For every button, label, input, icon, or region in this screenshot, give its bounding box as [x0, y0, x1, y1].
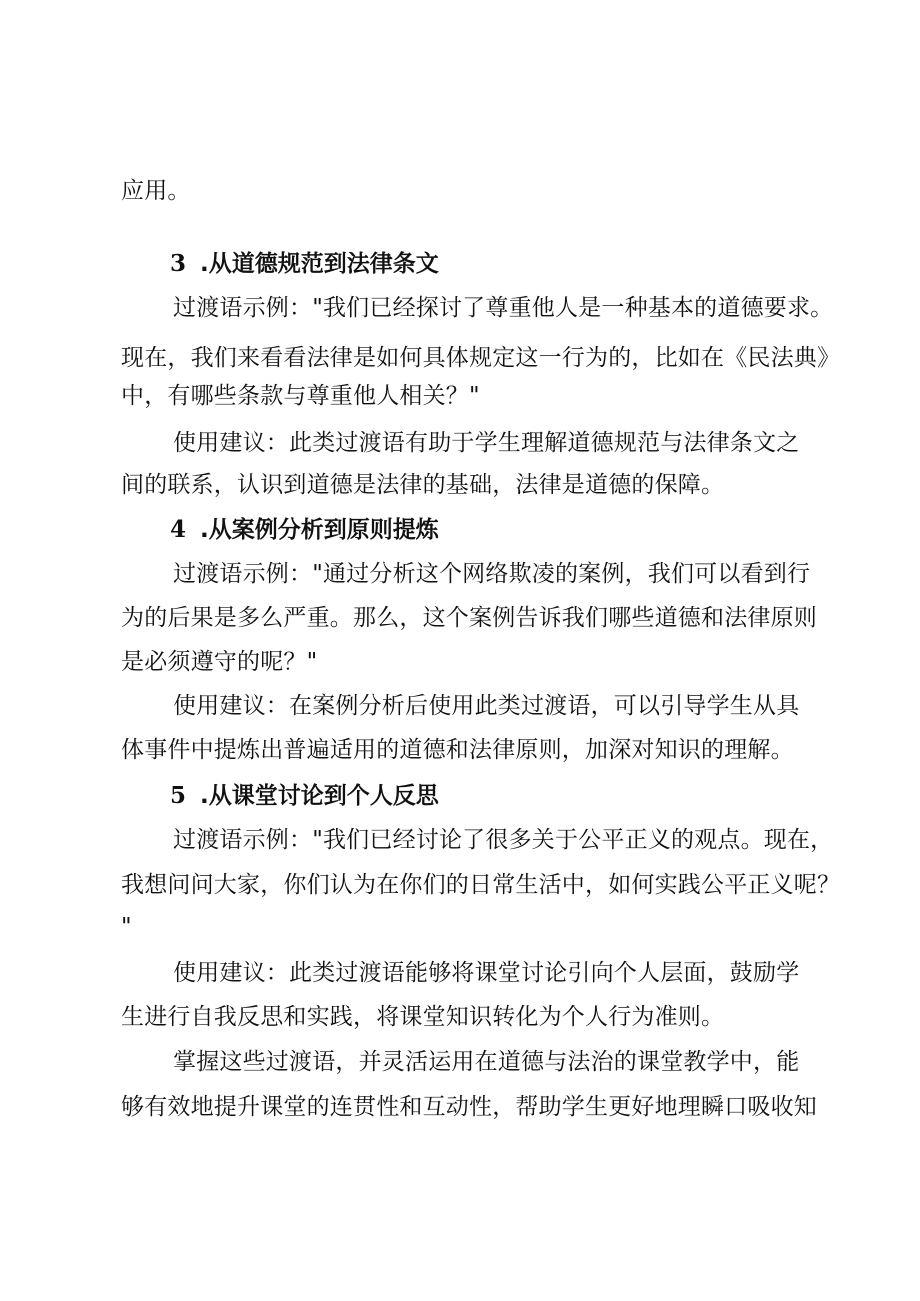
text-line: 够有效地提升课堂的连贯性和互动性，帮助学生更好地理瞬口吸收知: [121, 1094, 817, 1120]
section-title: .从道德规范到法律条文: [200, 251, 439, 277]
text-line: 过渡语示例："我们已经探讨了尊重他人是一种基本的道德要求。: [173, 295, 834, 321]
section-number: 4: [170, 516, 187, 543]
text-line: ": [121, 914, 132, 940]
section-heading: [170, 513, 439, 547]
text-line: 我想问问大家，你们认为在你们的日常生活中，如何实践公平正义呢？: [121, 872, 841, 898]
text-line: 中，有哪些条款与尊重他人相关？": [121, 383, 480, 409]
text-line: 过渡语示例："通过分析这个网络欺凌的案例，我们可以看到行: [173, 561, 811, 587]
section-heading: [170, 247, 439, 281]
section-heading: [170, 779, 439, 813]
text-line: 过渡语示例："我们已经讨论了很多关于公平正义的观点。现在，: [173, 827, 834, 853]
text-line: 应用。: [121, 178, 191, 204]
section-title: .从课堂讨论到个人反思: [200, 783, 439, 809]
text-line: 使用建议：在案例分析后使用此类过渡语，可以引导学生从具: [173, 693, 800, 719]
section-number: 5: [170, 782, 187, 809]
text-line: 是必须遵守的呢？": [121, 649, 318, 675]
section-number: 3: [170, 250, 187, 277]
text-line: 为的后果是多么严重。那么，这个案例告诉我们哪些道德和法律原则: [121, 605, 817, 631]
text-line: 体事件中提炼出普遍适用的道德和法律原则，加深对知识的理解。: [121, 737, 794, 763]
text-line: 使用建议：此类过渡语能够将课堂讨论引向个人层面，鼓励学: [173, 960, 800, 986]
text-line: 掌握这些过渡语，并灵活运用在道德与法治的课堂教学中，能: [173, 1049, 800, 1075]
text-line: 使用建议：此类过渡语有助于学生理解道德规范与法律条文之: [173, 430, 800, 456]
text-line: 生进行自我反思和实践，将课堂知识转化为个人行为准则。: [121, 1004, 725, 1030]
section-title: .从案例分析到原则提炼: [200, 517, 439, 543]
text-line: 间的联系，认识到道德是法律的基础，法律是道德的保障。: [121, 472, 725, 498]
text-line: 现在，我们来看看法律是如何具体规定这一行为的，比如在《民法典》: [121, 345, 841, 371]
